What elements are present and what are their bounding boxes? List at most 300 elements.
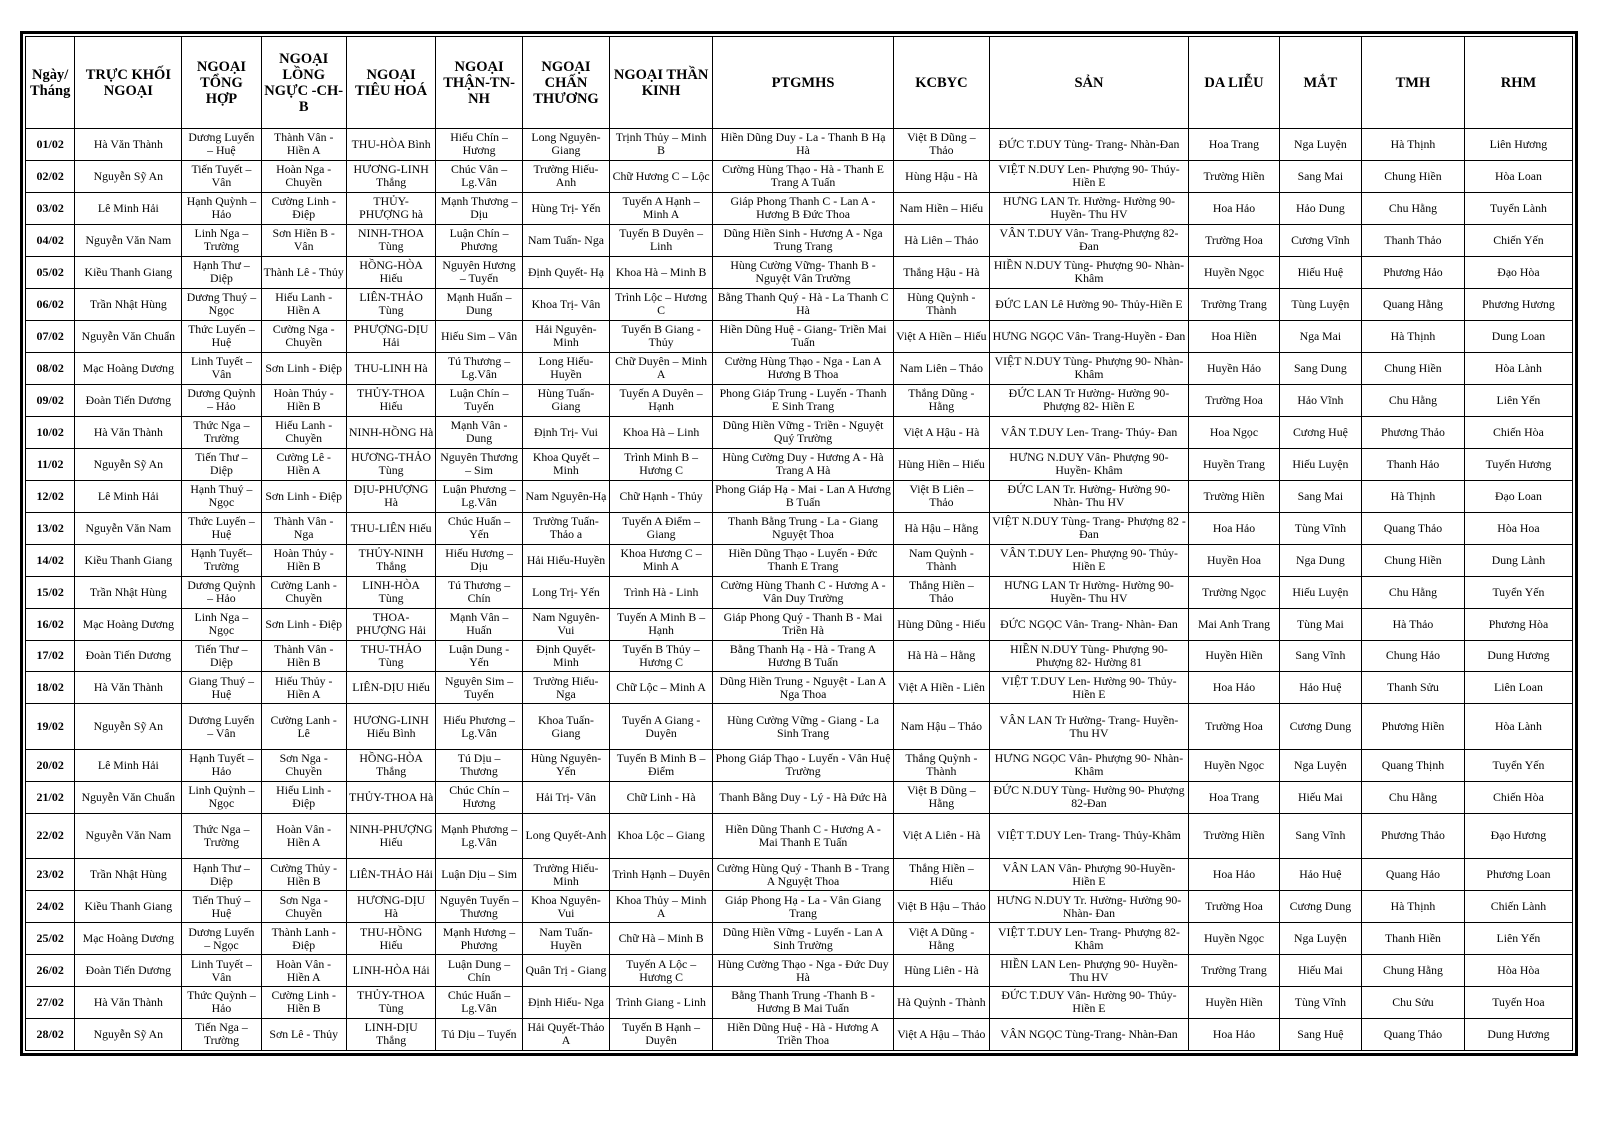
roster-cell: Hòa Hoa bbox=[1464, 512, 1572, 544]
roster-cell: Hùng Trị- Yến bbox=[522, 192, 609, 224]
roster-row bbox=[26, 749, 1573, 781]
roster-cell: Tuyến A Duyên – Hạnh bbox=[610, 384, 713, 416]
roster-cell: Hải Quyết-Thảo A bbox=[522, 1018, 609, 1050]
roster-cell: Tú Thương – Lg.Vân bbox=[436, 352, 522, 384]
roster-row bbox=[26, 891, 1573, 923]
roster-cell: Hiền Dũng Duy - La - Thanh B Hạ Hà bbox=[713, 129, 894, 161]
roster-cell: Đạo Hòa bbox=[1464, 256, 1572, 288]
roster-cell: Dũng Hiền Vững - Luyến - Lan A Sinh Trường bbox=[713, 923, 894, 955]
roster-cell: Long Quyết-Anh bbox=[522, 813, 609, 858]
roster-cell: Hiếu Mai bbox=[1279, 781, 1361, 813]
roster-cell: Hoa Hảo bbox=[1189, 192, 1280, 224]
roster-cell: Việt A Hậu – Thảo bbox=[894, 1018, 990, 1050]
roster-cell: Hoa Hảo bbox=[1189, 672, 1280, 704]
roster-cell: Quân Trị - Giang bbox=[522, 955, 609, 987]
date-cell: 01/02 bbox=[26, 129, 75, 161]
roster-cell: Hảo Huệ bbox=[1279, 672, 1361, 704]
roster-cell: Hiếu Lanh - Hiền A bbox=[261, 288, 346, 320]
roster-cell: Việt B Hậu – Thảo bbox=[894, 891, 990, 923]
roster-cell: Chúc Huấn – Lg.Vân bbox=[436, 987, 522, 1019]
roster-cell: Trình Hà - Linh bbox=[610, 576, 713, 608]
roster-cell: Đạo Loan bbox=[1464, 480, 1572, 512]
roster-cell: Tuyến A Hạnh – Minh A bbox=[610, 192, 713, 224]
roster-cell: HƯƠNG-LINH Hiếu Bình bbox=[346, 704, 435, 749]
roster-cell: Dung Hương bbox=[1464, 640, 1572, 672]
roster-cell: Thức Nga – Trường bbox=[182, 813, 261, 858]
roster-cell: Tuyển Yến bbox=[1464, 749, 1572, 781]
roster-row bbox=[26, 672, 1573, 704]
roster-cell: Trường Hiếu-Nga bbox=[522, 672, 609, 704]
column-header: NGOẠI TIÊU HOÁ bbox=[346, 37, 435, 129]
roster-cell: VIỆT N.DUY Len- Phượng 90- Thúy-Hiền E bbox=[989, 160, 1189, 192]
roster-cell: Trường Hoa bbox=[1189, 891, 1280, 923]
roster-cell: Hà Hà – Hằng bbox=[894, 640, 990, 672]
roster-cell: Thanh Sửu bbox=[1362, 672, 1465, 704]
roster-cell: Khoa Lộc – Giang bbox=[610, 813, 713, 858]
roster-cell: Nguyễn Văn Nam bbox=[75, 224, 182, 256]
roster-row bbox=[26, 640, 1573, 672]
roster-cell: Nam Nguyên-Vui bbox=[522, 608, 609, 640]
roster-cell: THỦY-THOA Hiếu bbox=[346, 384, 435, 416]
date-cell: 06/02 bbox=[26, 288, 75, 320]
roster-cell: Hoa Hảo bbox=[1189, 859, 1280, 891]
roster-cell: HƯƠNG-THẢO Tùng bbox=[346, 448, 435, 480]
roster-cell: Tú Thương – Chín bbox=[436, 576, 522, 608]
roster-cell: Hiếu Phương – Lg.Vân bbox=[436, 704, 522, 749]
roster-cell: Thanh Bằng Trung - La - Giang Nguyệt Thoa bbox=[713, 512, 894, 544]
roster-cell: Nguyễn Sỹ An bbox=[75, 160, 182, 192]
roster-cell: Chung Hiền bbox=[1362, 544, 1465, 576]
roster-cell: Cường Linh - Hiền B bbox=[261, 987, 346, 1019]
roster-cell: Hiếu Linh - Điệp bbox=[261, 781, 346, 813]
roster-cell: Thành Lê - Thủy bbox=[261, 256, 346, 288]
roster-cell: Trường Hiền bbox=[1189, 480, 1280, 512]
roster-row bbox=[26, 160, 1573, 192]
roster-cell: Hà Văn Thành bbox=[75, 129, 182, 161]
roster-cell: Hòa Loan bbox=[1464, 160, 1572, 192]
roster-cell: VIỆT N.DUY Tùng- Phượng 90- Nhàn- Khâm bbox=[989, 352, 1189, 384]
roster-row bbox=[26, 480, 1573, 512]
date-cell: 22/02 bbox=[26, 813, 75, 858]
roster-cell: Nga Luyện bbox=[1279, 923, 1361, 955]
roster-cell: Chiến Hòa bbox=[1464, 416, 1572, 448]
roster-cell: Phương Hảo bbox=[1362, 256, 1465, 288]
roster-cell: Chu Hằng bbox=[1362, 781, 1465, 813]
roster-cell: Khoa Nguyên-Vui bbox=[522, 891, 609, 923]
roster-cell: Chữ Duyên – Minh A bbox=[610, 352, 713, 384]
roster-cell: Trường Hiền bbox=[1189, 813, 1280, 858]
roster-cell: Định Quyết-Minh bbox=[522, 640, 609, 672]
roster-cell: Hùng Cường Vững- Thanh B - Nguyệt Vân Trường bbox=[713, 256, 894, 288]
roster-cell: Hạnh Tuyết– Trường bbox=[182, 544, 261, 576]
roster-cell: Thành Vân - Nga bbox=[261, 512, 346, 544]
roster-cell: Chu Hằng bbox=[1362, 576, 1465, 608]
roster-cell: Sơn Hiền B - Vân bbox=[261, 224, 346, 256]
roster-cell: LIÊN-DỊU Hiếu bbox=[346, 672, 435, 704]
roster-cell: Phương Hòa bbox=[1464, 608, 1572, 640]
roster-cell: Liên Yến bbox=[1464, 384, 1572, 416]
roster-cell: NINH-HỒNG Hà bbox=[346, 416, 435, 448]
roster-cell: Hiền Dũng Huệ - Hà - Hương A Triền Thoa bbox=[713, 1018, 894, 1050]
roster-row bbox=[26, 224, 1573, 256]
roster-cell: Hà Quỳnh - Thành bbox=[894, 987, 990, 1019]
roster-cell: Phương Thảo bbox=[1362, 416, 1465, 448]
roster-cell: Sơn Nga - Chuyền bbox=[261, 749, 346, 781]
roster-cell: Hà Hậu – Hằng bbox=[894, 512, 990, 544]
roster-cell: Hiền Dũng Huệ - Giang- Triền Mai Tuấn bbox=[713, 320, 894, 352]
roster-cell: Dung Hương bbox=[1464, 1018, 1572, 1050]
roster-cell: Nam Hậu – Thảo bbox=[894, 704, 990, 749]
roster-cell: Nguyễn Văn Chuẩn bbox=[75, 320, 182, 352]
roster-cell: PHƯỢNG-DỊU Hải bbox=[346, 320, 435, 352]
roster-row bbox=[26, 704, 1573, 749]
roster-cell: Hạnh Tuyết – Hảo bbox=[182, 749, 261, 781]
roster-cell: Thanh Hảo bbox=[1362, 448, 1465, 480]
roster-cell: Mạc Hoàng Dương bbox=[75, 352, 182, 384]
roster-cell: THỦY-PHƯỢNG hà bbox=[346, 192, 435, 224]
roster-cell: Hảo Vĩnh bbox=[1279, 384, 1361, 416]
roster-cell: Cường Hùng Quý - Thanh B - Trang A Nguyệt Thoa bbox=[713, 859, 894, 891]
roster-cell: ĐỨC LAN Lê Hường 90- Thủy-Hiền E bbox=[989, 288, 1189, 320]
roster-cell: Thắng Hiền – Thảo bbox=[894, 576, 990, 608]
roster-cell: Mạnh Thương – Dịu bbox=[436, 192, 522, 224]
roster-cell: Hạnh Thư – Diệp bbox=[182, 256, 261, 288]
roster-cell: HƯNG NGỌC Vân- Phượng 90- Nhàn- Khâm bbox=[989, 749, 1189, 781]
date-cell: 24/02 bbox=[26, 891, 75, 923]
roster-cell: Dương Thuý – Ngọc bbox=[182, 288, 261, 320]
roster-cell: Luận Dịu – Sim bbox=[436, 859, 522, 891]
roster-cell: Tùng Mai bbox=[1279, 608, 1361, 640]
roster-cell: Linh Nga – Ngọc bbox=[182, 608, 261, 640]
roster-cell: Cường Hùng Thạo - Nga - Lan A Hương B Thoa bbox=[713, 352, 894, 384]
roster-cell: VIỆT N.DUY Tùng- Trang- Phượng 82 - Đan bbox=[989, 512, 1189, 544]
roster-cell: Việt A Liên - Hà bbox=[894, 813, 990, 858]
roster-cell: Dũng Hiền Vững - Triền - Nguyệt Quý Trường bbox=[713, 416, 894, 448]
column-header: SẢN bbox=[989, 37, 1189, 129]
roster-cell: Liên Loan bbox=[1464, 672, 1572, 704]
roster-cell: Hùng Cường Duy - Hương A - Hà Trang A Hà bbox=[713, 448, 894, 480]
roster-cell: Lê Minh Hải bbox=[75, 192, 182, 224]
roster-cell: Khoa Quyết – Minh bbox=[522, 448, 609, 480]
roster-cell: DỊU-PHƯỢNG Hà bbox=[346, 480, 435, 512]
roster-cell: Hoa Hảo bbox=[1189, 1018, 1280, 1050]
roster-cell: Trịnh Thủy – Minh B bbox=[610, 129, 713, 161]
roster-row bbox=[26, 192, 1573, 224]
roster-cell: Sơn Linh - Điệp bbox=[261, 352, 346, 384]
date-cell: 15/02 bbox=[26, 576, 75, 608]
roster-cell: Quang Hảo bbox=[1362, 859, 1465, 891]
roster-cell: Việt B Dũng – Thảo bbox=[894, 129, 990, 161]
roster-cell: HƯNG N.DUY Vân- Phượng 90- Huyền- Khâm bbox=[989, 448, 1189, 480]
roster-cell: Hoàn Vân - Hiền A bbox=[261, 955, 346, 987]
roster-row bbox=[26, 320, 1573, 352]
roster-cell: Nga Mai bbox=[1279, 320, 1361, 352]
roster-cell: Hùng Liên - Hà bbox=[894, 955, 990, 987]
roster-cell: Nguyên Hương – Tuyến bbox=[436, 256, 522, 288]
roster-cell: Chung Hiền bbox=[1362, 352, 1465, 384]
roster-cell: Tuyến B Thủy – Hương C bbox=[610, 640, 713, 672]
roster-cell: Long Hiếu-Huyền bbox=[522, 352, 609, 384]
roster-cell: Dương Quỳnh – Hảo bbox=[182, 576, 261, 608]
roster-cell: Hà Văn Thành bbox=[75, 987, 182, 1019]
roster-cell: Thắng Hậu - Hà bbox=[894, 256, 990, 288]
roster-cell: Việt A Hậu - Hà bbox=[894, 416, 990, 448]
roster-cell: Trường Hiếu-Minh bbox=[522, 859, 609, 891]
date-cell: 11/02 bbox=[26, 448, 75, 480]
duty-roster-table bbox=[25, 36, 1573, 1051]
roster-cell: VÂN LAN Tr Hường- Trang- Huyền-Thu HV bbox=[989, 704, 1189, 749]
roster-row bbox=[26, 384, 1573, 416]
roster-cell: ĐỨC LAN Tr Hường- Hường 90- Phượng 82- Hiền E bbox=[989, 384, 1189, 416]
roster-cell: Giáp Phong Quý - Thanh B - Mai Triền Hà bbox=[713, 608, 894, 640]
roster-cell: Cường Linh - Điệp bbox=[261, 192, 346, 224]
roster-row bbox=[26, 608, 1573, 640]
roster-cell: Huyền Ngọc bbox=[1189, 749, 1280, 781]
date-cell: 17/02 bbox=[26, 640, 75, 672]
roster-cell: Thắng Dũng - Hằng bbox=[894, 384, 990, 416]
roster-cell: Phong Giáp Trung - Luyến - Thanh E Sinh Trang bbox=[713, 384, 894, 416]
date-cell: 14/02 bbox=[26, 544, 75, 576]
roster-cell: Dương Luyến – Vân bbox=[182, 704, 261, 749]
roster-cell: Chữ Hạnh - Thủy bbox=[610, 480, 713, 512]
roster-cell: Hùng Dũng - Hiếu bbox=[894, 608, 990, 640]
roster-cell: Chữ Hà – Minh B bbox=[610, 923, 713, 955]
column-header: TMH bbox=[1362, 37, 1465, 129]
roster-cell: Sang Dung bbox=[1279, 352, 1361, 384]
roster-cell: Tuyến B Duyên – Linh bbox=[610, 224, 713, 256]
roster-row bbox=[26, 813, 1573, 858]
roster-cell: Tú Dịu – Tuyến bbox=[436, 1018, 522, 1050]
roster-cell: Cường Hùng Thanh C - Hương A - Vân Duy Trường bbox=[713, 576, 894, 608]
roster-cell: Giáp Phong Thanh C - Lan A - Hương B Đức Thoa bbox=[713, 192, 894, 224]
roster-cell: Thanh Hiền bbox=[1362, 923, 1465, 955]
date-cell: 09/02 bbox=[26, 384, 75, 416]
roster-cell: Hà Thảo bbox=[1362, 608, 1465, 640]
roster-row bbox=[26, 781, 1573, 813]
roster-cell: Dương Luyến – Ngọc bbox=[182, 923, 261, 955]
column-header: PTGMHS bbox=[713, 37, 894, 129]
roster-cell: Tuyển Lành bbox=[1464, 192, 1572, 224]
date-cell: 02/02 bbox=[26, 160, 75, 192]
roster-cell: Cương Huệ bbox=[1279, 416, 1361, 448]
roster-row bbox=[26, 1018, 1573, 1050]
roster-cell: THỦY-THOA Tùng bbox=[346, 987, 435, 1019]
column-header: NGOẠI LỒNG NGỰC -CH-B bbox=[261, 37, 346, 129]
roster-cell: Hiền Dũng Thanh C - Hương A - Mai Thanh E Tuấn bbox=[713, 813, 894, 858]
roster-cell: ĐỨC LAN Tr. Hường- Hường 90- Nhàn- Thu HV bbox=[989, 480, 1189, 512]
roster-cell: Hoa Ngọc bbox=[1189, 416, 1280, 448]
date-cell: 10/02 bbox=[26, 416, 75, 448]
date-cell: 23/02 bbox=[26, 859, 75, 891]
roster-cell: Hòa Hòa bbox=[1464, 955, 1572, 987]
roster-cell: Sang Mai bbox=[1279, 480, 1361, 512]
roster-cell: Việt A Hiền – Hiếu bbox=[894, 320, 990, 352]
roster-row bbox=[26, 129, 1573, 161]
column-header: MẮT bbox=[1279, 37, 1361, 129]
roster-cell: Quang Thảo bbox=[1362, 1018, 1465, 1050]
roster-cell: Hiếu Chín – Hương bbox=[436, 129, 522, 161]
roster-cell: Hoàn Vân - Hiền A bbox=[261, 813, 346, 858]
roster-cell: LINH-DỊU Thắng bbox=[346, 1018, 435, 1050]
roster-cell: Tuyến B Minh B – Điểm bbox=[610, 749, 713, 781]
roster-cell: Chung Hiền bbox=[1362, 160, 1465, 192]
roster-cell: Luận Dung - Yến bbox=[436, 640, 522, 672]
roster-cell: Tú Dịu – Thương bbox=[436, 749, 522, 781]
roster-cell: Chữ Hương C – Lộc bbox=[610, 160, 713, 192]
roster-cell: ĐỨC T.DUY Tùng- Trang- Nhàn-Đan bbox=[989, 129, 1189, 161]
roster-cell: NINH-PHƯỢNG Hiếu bbox=[346, 813, 435, 858]
roster-row bbox=[26, 576, 1573, 608]
roster-cell: THU-THẢO Tùng bbox=[346, 640, 435, 672]
roster-cell: Trường Hoa bbox=[1189, 224, 1280, 256]
roster-cell: Lê Minh Hải bbox=[75, 480, 182, 512]
roster-cell: NINH-THOA Tùng bbox=[346, 224, 435, 256]
roster-cell: Thành Vân - Hiền B bbox=[261, 640, 346, 672]
roster-cell: Trần Nhật Hùng bbox=[75, 576, 182, 608]
roster-cell: Sơn Lê - Thủy bbox=[261, 1018, 346, 1050]
date-cell: 16/02 bbox=[26, 608, 75, 640]
roster-cell: Hà Thịnh bbox=[1362, 480, 1465, 512]
column-header: NGOẠI THẦN KINH bbox=[610, 37, 713, 129]
roster-cell: Hiếu Sim – Vân bbox=[436, 320, 522, 352]
roster-cell: HƯƠNG-DỊU Hà bbox=[346, 891, 435, 923]
roster-cell: Chữ Linh - Hà bbox=[610, 781, 713, 813]
roster-cell: Hiếu Huệ bbox=[1279, 256, 1361, 288]
roster-cell: Chữ Lộc – Minh A bbox=[610, 672, 713, 704]
roster-cell: Mạnh Hương – Phương bbox=[436, 923, 522, 955]
roster-cell: LIÊN-THẢO Tùng bbox=[346, 288, 435, 320]
roster-cell: Trình Minh B – Hương C bbox=[610, 448, 713, 480]
roster-cell: THOA-PHƯỢNG Hải bbox=[346, 608, 435, 640]
roster-cell: Hiếu Hương – Dịu bbox=[436, 544, 522, 576]
roster-cell: Huyền Hiền bbox=[1189, 640, 1280, 672]
roster-cell: Linh Quỳnh – Ngọc bbox=[182, 781, 261, 813]
roster-cell: Chúc Huấn – Yến bbox=[436, 512, 522, 544]
roster-cell: HƯNG LAN Tr. Hường- Hường 90- Huyền- Thu HV bbox=[989, 192, 1189, 224]
roster-cell: Khoa Trị- Vân bbox=[522, 288, 609, 320]
roster-cell: Đạo Hương bbox=[1464, 813, 1572, 858]
roster-cell: Khoa Hà – Linh bbox=[610, 416, 713, 448]
roster-cell: Chúc Vân – Lg.Vân bbox=[436, 160, 522, 192]
roster-cell: Hà Liên – Thảo bbox=[894, 224, 990, 256]
roster-cell: Nguyễn Văn Nam bbox=[75, 813, 182, 858]
column-header: Ngày/ Tháng bbox=[26, 37, 75, 129]
date-cell: 20/02 bbox=[26, 749, 75, 781]
roster-cell: Việt B Liên – Thảo bbox=[894, 480, 990, 512]
roster-cell: Trường Hiếu-Anh bbox=[522, 160, 609, 192]
roster-cell: Thức Quỳnh – Hảo bbox=[182, 987, 261, 1019]
roster-cell: Quang Hằng bbox=[1362, 288, 1465, 320]
roster-cell: Dung Lành bbox=[1464, 544, 1572, 576]
roster-cell: Nam Tuấn- Nga bbox=[522, 224, 609, 256]
roster-row bbox=[26, 923, 1573, 955]
roster-cell: Nga Dung bbox=[1279, 544, 1361, 576]
roster-cell: Thắng Quỳnh - Thành bbox=[894, 749, 990, 781]
roster-cell: Nguyễn Sỹ An bbox=[75, 1018, 182, 1050]
roster-cell: Hoàn Thúy - Hiền B bbox=[261, 384, 346, 416]
roster-cell: Quang Thảo bbox=[1362, 512, 1465, 544]
roster-cell: Mạnh Huấn – Dung bbox=[436, 288, 522, 320]
roster-cell: Linh Tuyết – Vân bbox=[182, 955, 261, 987]
roster-cell: Hùng Tuấn-Giang bbox=[522, 384, 609, 416]
roster-cell: Nguyễn Văn Nam bbox=[75, 512, 182, 544]
roster-cell: Thành Lanh - Điệp bbox=[261, 923, 346, 955]
roster-cell: Nam Liên – Thảo bbox=[894, 352, 990, 384]
roster-row bbox=[26, 987, 1573, 1019]
roster-cell: Thành Vân - Hiền A bbox=[261, 129, 346, 161]
roster-cell: Cường Thủy - Hiền B bbox=[261, 859, 346, 891]
roster-cell: Trình Lộc – Hương C bbox=[610, 288, 713, 320]
roster-cell: Trường Trang bbox=[1189, 955, 1280, 987]
roster-cell: Trường Hoa bbox=[1189, 384, 1280, 416]
roster-cell: Đoàn Tiến Dương bbox=[75, 955, 182, 987]
roster-cell: Chu Hằng bbox=[1362, 192, 1465, 224]
date-cell: 13/02 bbox=[26, 512, 75, 544]
roster-cell: Thức Luyến – Huệ bbox=[182, 512, 261, 544]
roster-cell: Hải Trị- Vân bbox=[522, 781, 609, 813]
roster-cell: Luận Chín – Phương bbox=[436, 224, 522, 256]
roster-cell: Tuyến B Giang - Thủy bbox=[610, 320, 713, 352]
roster-row bbox=[26, 288, 1573, 320]
roster-cell: Thức Luyến – Huệ bbox=[182, 320, 261, 352]
roster-cell: THU-HÒA Bình bbox=[346, 129, 435, 161]
roster-cell: Hải Nguyên-Minh bbox=[522, 320, 609, 352]
roster-cell: Hiếu Lanh - Chuyền bbox=[261, 416, 346, 448]
roster-cell: Trường Hiền bbox=[1189, 160, 1280, 192]
roster-cell: Phương Thảo bbox=[1362, 813, 1465, 858]
roster-cell: Tiến Tuyết – Vân bbox=[182, 160, 261, 192]
roster-cell: Khoa Hương C – Minh A bbox=[610, 544, 713, 576]
roster-cell: Mạc Hoàng Dương bbox=[75, 923, 182, 955]
roster-cell: Hòa Lành bbox=[1464, 352, 1572, 384]
roster-cell: Trường Hoa bbox=[1189, 704, 1280, 749]
date-cell: 25/02 bbox=[26, 923, 75, 955]
roster-row bbox=[26, 544, 1573, 576]
roster-cell: Chiến Lành bbox=[1464, 891, 1572, 923]
roster-cell: Trình Giang - Linh bbox=[610, 987, 713, 1019]
roster-cell: Việt B Dũng – Hằng bbox=[894, 781, 990, 813]
roster-cell: Hùng Nguyên-Yến bbox=[522, 749, 609, 781]
roster-cell: Dũng Hiền Sinh - Hương A - Nga Trung Trang bbox=[713, 224, 894, 256]
roster-cell: Trình Hạnh – Duyên bbox=[610, 859, 713, 891]
roster-cell: Chu Hằng bbox=[1362, 384, 1465, 416]
roster-cell: Trần Nhật Hùng bbox=[75, 288, 182, 320]
roster-cell: Sơn Nga - Chuyền bbox=[261, 891, 346, 923]
roster-cell: Phương Loan bbox=[1464, 859, 1572, 891]
roster-cell: Tuyến A Giang - Duyên bbox=[610, 704, 713, 749]
roster-cell: Nguyễn Sỹ An bbox=[75, 704, 182, 749]
roster-cell: Tiến Thư – Diệp bbox=[182, 448, 261, 480]
roster-cell: LIÊN-THẢO Hải bbox=[346, 859, 435, 891]
roster-cell: ĐỨC NGỌC Vân- Trang- Nhàn- Đan bbox=[989, 608, 1189, 640]
roster-cell: Chung Hằng bbox=[1362, 955, 1465, 987]
roster-cell: Tùng Vĩnh bbox=[1279, 512, 1361, 544]
roster-cell: Hiếu Thủy - Hiền A bbox=[261, 672, 346, 704]
roster-cell: Hiếu Luyện bbox=[1279, 448, 1361, 480]
roster-cell: Tuyến A Điểm – Giang bbox=[610, 512, 713, 544]
roster-cell: Thanh Thảo bbox=[1362, 224, 1465, 256]
roster-cell: Hiếu Mai bbox=[1279, 955, 1361, 987]
roster-cell: Bằng Thanh Quý - Hà - La Thanh C Hà bbox=[713, 288, 894, 320]
roster-cell: Phương Hương bbox=[1464, 288, 1572, 320]
roster-cell: Nguyễn Văn Chuẩn bbox=[75, 781, 182, 813]
roster-cell: Sơn Linh - Điệp bbox=[261, 480, 346, 512]
roster-cell: VIỆT T.DUY Len- Trang- Phượng 82-Khâm bbox=[989, 923, 1189, 955]
column-header: TRỰC KHỐI NGOẠI bbox=[75, 37, 182, 129]
roster-cell: Lê Minh Hải bbox=[75, 749, 182, 781]
roster-cell: Hải Hiếu-Huyền bbox=[522, 544, 609, 576]
roster-cell: Long Trị- Yến bbox=[522, 576, 609, 608]
